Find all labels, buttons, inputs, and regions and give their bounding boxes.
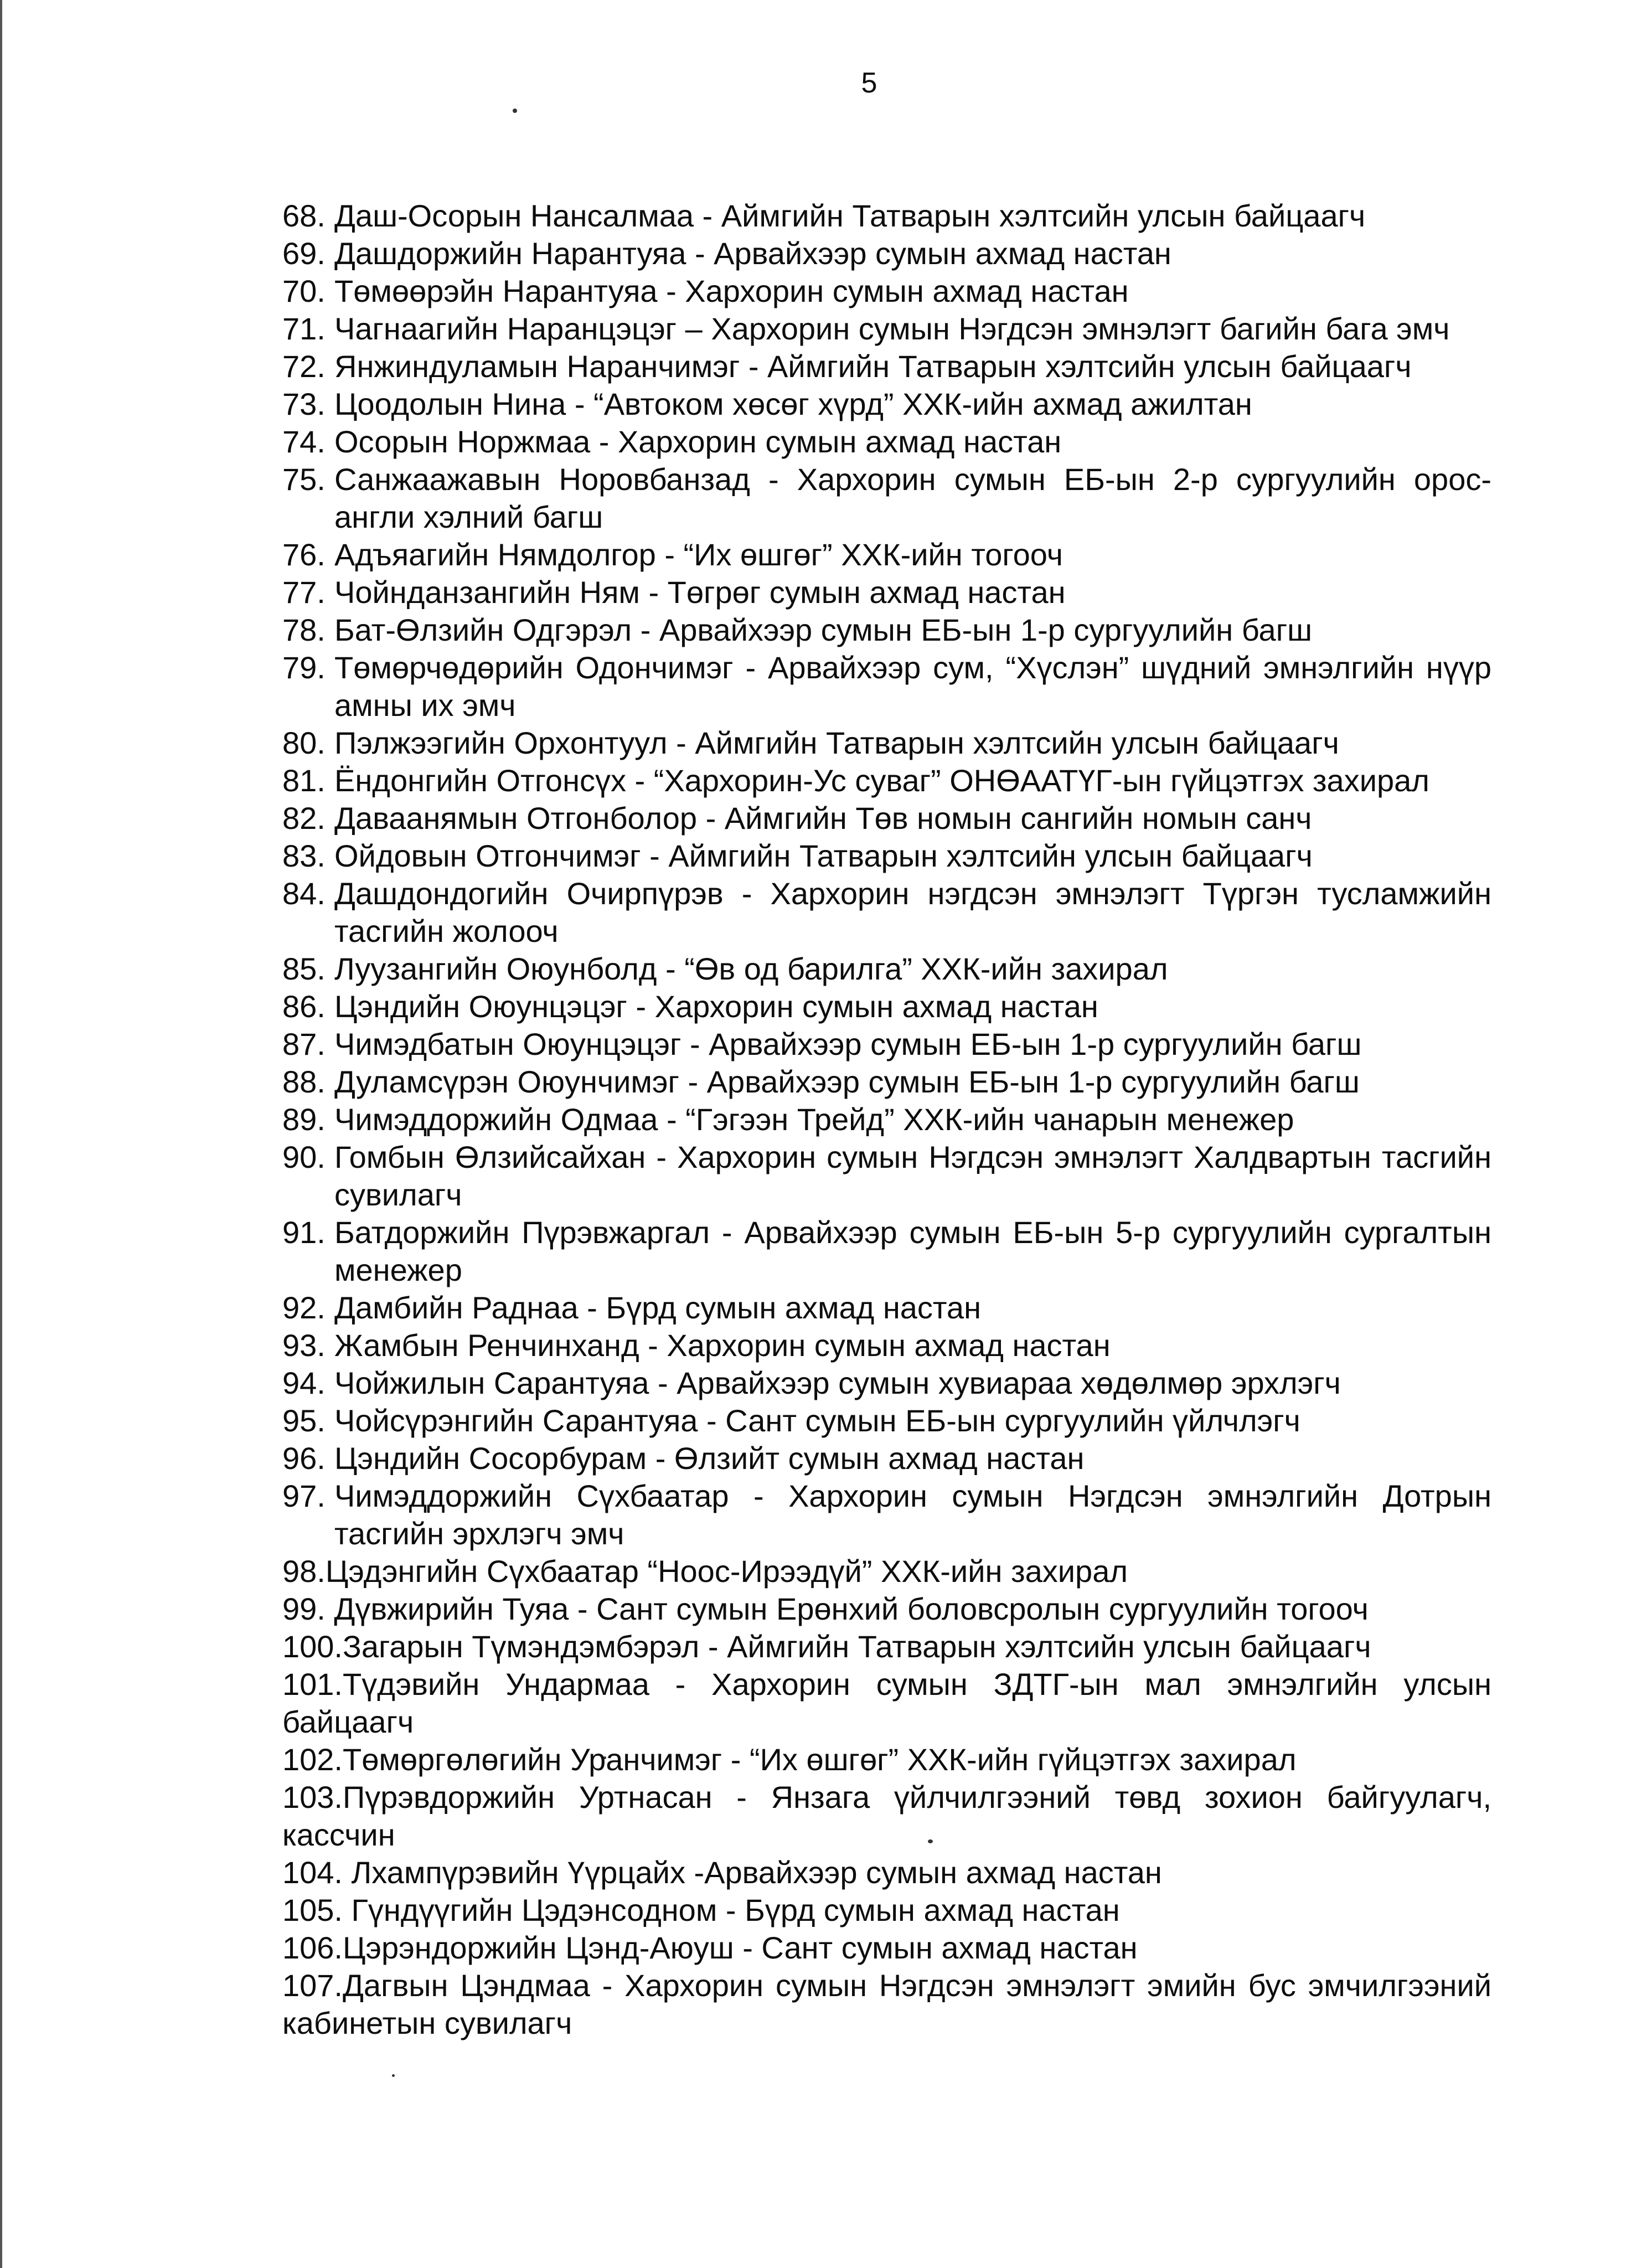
item-text: Цэндийн Сосорбурам - Өлзийт сумын ахмад настан: [334, 1441, 1085, 1476]
item-number: 79.: [282, 650, 326, 685]
item-text: Дашдондогийн Очирпүрэв - Хархорин нэгдсэн эмнэлэгт Түргэн тусламжийн тасгийн жолооч: [334, 876, 1491, 949]
item-number: 103.: [282, 1780, 343, 1815]
item-number: 76.: [282, 537, 326, 572]
item-text: Даш-Осорын Нансалмаа - Аймгийн Татварын хэлтсийн улсын байцаагч: [334, 198, 1366, 233]
list-item: [0, 1741, 1491, 1779]
item-number: 88.: [282, 1064, 326, 1099]
list-item: [0, 1364, 1491, 1402]
list-item: [0, 800, 1491, 837]
item-text: Даваанямын Отгонболор - Аймгийн Төв номын сангийн номын санч: [334, 801, 1312, 836]
item-text: Лхампүрэвийн Үүрцайх -Арвайхээр сумын ахмад настан: [343, 1855, 1162, 1890]
item-text: Цоодолын Нина - “Автоком хөсөг хүрд” ХХК-ийн ахмад ажилтан: [334, 386, 1252, 421]
item-text: Чимэдбатын Оюунцэцэг - Арвайхээр сумын ЕБ-ын 1-р сургуулийн багш: [334, 1027, 1362, 1061]
item-number: 84.: [282, 876, 326, 911]
item-number: 69.: [282, 236, 326, 271]
item-text: Дамбийн Раднаа - Бүрд сумын ахмад настан: [334, 1290, 981, 1325]
item-number: 92.: [282, 1290, 326, 1325]
item-text: Төмөөрэйн Нарантуяа - Хархорин сумын ахмад настан: [334, 274, 1129, 308]
item-text: Гүндүүгийн Цэдэнсодном - Бүрд сумын ахмад настан: [343, 1893, 1120, 1927]
item-number: 86.: [282, 989, 326, 1024]
item-number: 68.: [282, 198, 326, 233]
item-text: Ойдовын Отгончимэг - Аймгийн Татварын хэлтсийн улсын байцаагч: [334, 838, 1313, 873]
list-item: [0, 1477, 1491, 1553]
item-number: 96.: [282, 1441, 326, 1476]
list-item: [0, 1101, 1491, 1138]
list-item: [0, 1402, 1491, 1440]
list-item: [0, 461, 1491, 536]
list-item: [0, 1327, 1491, 1364]
list-item: [0, 574, 1491, 611]
item-number: 100.: [282, 1629, 343, 1664]
list-item: [0, 1967, 1491, 2042]
list-item: [0, 310, 1491, 348]
list-item: [0, 1214, 1491, 1289]
item-number: 89.: [282, 1102, 326, 1137]
item-text: Дашдоржийн Нарантуяа - Арвайхээр сумын ахмад настан: [334, 236, 1171, 271]
item-number: 97.: [282, 1478, 326, 1513]
list-item: [0, 1854, 1491, 1891]
item-number: 101.: [282, 1667, 343, 1702]
item-text: Санжаажавын Норовбанзад - Хархорин сумын ЕБ-ын 2-р сургуулийн орос-англи хэлний багш: [334, 462, 1491, 534]
item-text: Цэдэнгийн Сүхбаатар “Ноос-Ирээдүй” ХХК-ийн захирал: [325, 1554, 1128, 1589]
item-text: Чойсүрэнгийн Сарантуяа - Сант сумын ЕБ-ын сургуулийн үйлчлэгч: [334, 1403, 1300, 1438]
item-number: 78.: [282, 612, 326, 647]
list-item: [0, 1289, 1491, 1327]
list-item: [0, 1138, 1491, 1214]
list-item: [0, 1628, 1491, 1666]
list-item: [0, 611, 1491, 649]
list-item: [0, 837, 1491, 875]
item-number: 95.: [282, 1403, 326, 1438]
item-number: 98.: [282, 1554, 326, 1589]
item-text: Янжиндуламын Наранчимэг - Аймгийн Татварын хэлтсийн улсын байцаагч: [334, 349, 1412, 384]
item-text: Цэндийн Оюунцэцэг - Хархорин сумын ахмад настан: [334, 989, 1098, 1024]
item-number: 87.: [282, 1027, 326, 1061]
item-text: Ёндонгийн Отгонсүх - “Хархорин-Ус суваг” ОНӨААТҮГ-ын гүйцэтгэх захирал: [334, 763, 1429, 798]
list-item: [0, 536, 1491, 574]
item-text: Чагнаагийн Наранцэцэг – Хархорин сумын Нэгдсэн эмнэлэгт багийн бага эмч: [334, 311, 1450, 346]
list-item: [0, 385, 1491, 423]
item-text: Чойнданзангийн Ням - Төгрөг сумын ахмад настан: [334, 575, 1066, 610]
item-text: Төмөргөлөгийн Уранчимэг - “Их өшгөг” ХХК-ийн гүйцэтгэх захирал: [343, 1742, 1297, 1777]
item-text: Луузангийн Оюунболд - “Өв од барилга” ХХК-ийн захирал: [334, 951, 1168, 986]
item-number: 74.: [282, 424, 326, 459]
item-number: 93.: [282, 1328, 326, 1363]
item-text: Адъяагийн Нямдолгор - “Их өшгөг” ХХК-ийн тогооч: [334, 537, 1063, 572]
item-number: 106.: [282, 1930, 343, 1965]
item-number: 70.: [282, 274, 326, 308]
item-number: 104.: [282, 1855, 343, 1890]
item-number: 91.: [282, 1215, 326, 1250]
item-text: Гомбын Өлзийсайхан - Хархорин сумын Нэгдсэн эмнэлэгт Халдвартын тасгийн сувилагч: [334, 1140, 1491, 1212]
item-number: 107.: [282, 1968, 343, 2003]
list-item: [0, 1929, 1491, 1967]
item-text: Чимэддоржийн Одмаа - “Гэгээн Трейд” ХХК-ийн чанарын менежер: [334, 1102, 1294, 1137]
item-number: 82.: [282, 801, 326, 836]
item-number: 81.: [282, 763, 326, 798]
item-text: Түдэвийн Ундармаа - Хархорин сумын ЗДТГ-ын мал эмнэлгийн улсын байцаагч: [282, 1667, 1491, 1739]
list-item: [0, 1590, 1491, 1628]
item-number: 73.: [282, 386, 326, 421]
item-text: Жамбын Ренчинханд - Хархорин сумын ахмад настан: [334, 1328, 1111, 1363]
list-item: [0, 348, 1491, 385]
list-item: [0, 1891, 1491, 1929]
item-number: 77.: [282, 575, 326, 610]
list-item: [0, 1025, 1491, 1063]
item-text: Дүвжирийн Туяа - Сант сумын Ерөнхий боловсролын сургуулийн тогооч: [325, 1591, 1369, 1626]
item-text: Чойжилын Сарантуяа - Арвайхээр сумын хувиараа хөдөлмөр эрхлэгч: [334, 1365, 1341, 1400]
item-text: Бат-Өлзийн Одгэрэл - Арвайхээр сумын ЕБ-ын 1-р сургуулийн багш: [334, 612, 1313, 647]
item-number: 72.: [282, 349, 326, 384]
item-text: Батдоржийн Пүрэвжаргал - Арвайхээр сумын ЕБ-ын 5-р сургуулийн сургалтын менежер: [334, 1215, 1491, 1287]
list-item: [0, 988, 1491, 1025]
item-number: 105.: [282, 1893, 343, 1927]
list-item: [0, 649, 1491, 724]
page-number: 5: [861, 67, 877, 99]
item-number: 94.: [282, 1365, 326, 1400]
item-text: Дуламсүрэн Оюунчимэг - Арвайхээр сумын ЕБ-ын 1-р сургуулийн багш: [334, 1064, 1360, 1099]
item-number: 75.: [282, 462, 326, 497]
list-item: [0, 1666, 1491, 1741]
list-item: [0, 1779, 1491, 1854]
item-text: Чимэддоржийн Сүхбаатар - Хархорин сумын Нэгдсэн эмнэлгийн Дотрын тасгийн эрхлэгч эмч: [334, 1478, 1491, 1551]
item-number: 80.: [282, 725, 326, 760]
list-item: [0, 235, 1491, 272]
item-number: 71.: [282, 311, 326, 346]
item-text: Загарын Түмэндэмбэрэл - Аймгийн Татварын хэлтсийн улсын байцаагч: [343, 1629, 1371, 1664]
list-item: [0, 1440, 1491, 1477]
item-number: 90.: [282, 1140, 326, 1174]
list-item: [0, 272, 1491, 310]
list-item: [0, 875, 1491, 950]
item-number: 85.: [282, 951, 326, 986]
item-number: 102.: [282, 1742, 343, 1777]
item-text: Пүрэвдоржийн Уртнасан - Янзага үйлчилгээний төвд зохион байгуулагч, кассчин: [282, 1780, 1491, 1852]
item-text: Цэрэндоржийн Цэнд-Аюуш - Сант сумын ахмад настан: [343, 1930, 1138, 1965]
list-item: [0, 1553, 1491, 1590]
scan-speck: [392, 2074, 395, 2077]
list-item: [0, 724, 1491, 762]
list-item: [0, 950, 1491, 988]
item-text: Дагвын Цэндмаа - Хархорин сумын Нэгдсэн эмнэлэгт эмийн бус эмчилгээний кабинетын сувилагч: [282, 1968, 1491, 2040]
item-number: 99.: [282, 1591, 326, 1626]
list-item: [0, 1063, 1491, 1101]
item-text: Төмөрчөдөрийн Одончимэг - Арвайхээр сум, “Хүслэн” шүдний эмнэлгийн нүүр амны их эмч: [334, 650, 1491, 723]
item-text: Осорын Норжмаа - Хархорин сумын ахмад настан: [334, 424, 1062, 459]
list-item: [0, 197, 1491, 235]
scan-speck: [513, 109, 517, 113]
list-item: [0, 423, 1491, 461]
item-text: Пэлжээгийн Орхонтуул - Аймгийн Татварын хэлтсийн улсын байцаагч: [334, 725, 1339, 760]
name-list: [0, 197, 1652, 2042]
list-item: [0, 762, 1491, 800]
item-number: 83.: [282, 838, 326, 873]
